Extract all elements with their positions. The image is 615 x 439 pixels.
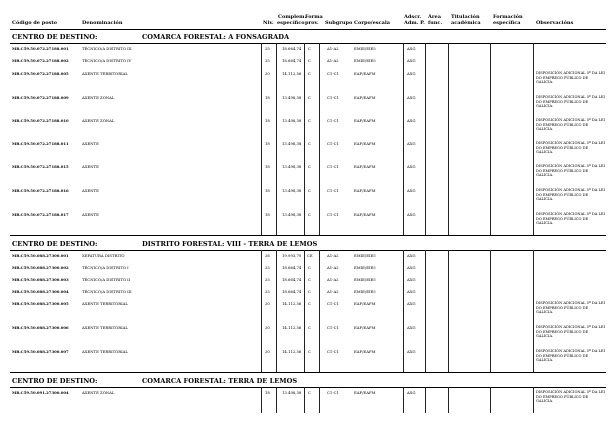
cell-corpo: EMIE/EIE5 (354, 46, 376, 51)
cell-comp: 18.664,74 (282, 289, 302, 294)
cell-corpo: EAF/EAFM (354, 390, 376, 395)
column-rule (304, 43, 305, 235)
cell-sub: C1-C1 (327, 164, 339, 169)
cell-denom: AXENTE TERRITORIAL (82, 349, 128, 354)
cell-niv: 18 (265, 164, 270, 169)
column-rule (533, 250, 534, 372)
cell-forma: C (308, 212, 311, 217)
cell-corpo: EAF/EAFM (354, 212, 376, 217)
cell-adsc: AXG (407, 325, 416, 330)
cell-denom: AXENTE (82, 141, 99, 146)
cell-denom: AXENTE TERRITORIAL (82, 71, 128, 76)
cell-sub: A1-A2 (327, 289, 339, 294)
cell-adsc: AXG (407, 95, 416, 100)
cell-obs: DISPOSICIÓN ADICIONAL 5ª DA LEI DO EMPREGO PÚBLICO DE GALICIA. (536, 349, 605, 363)
cell-comp: 19.993,70 (282, 253, 302, 258)
cell-sub: C1-C1 (327, 118, 339, 123)
cell-niv: 25 (265, 58, 270, 63)
cell-niv: 18 (265, 188, 270, 193)
cell-forma: C (308, 46, 311, 51)
cell-sub: C1-C1 (327, 301, 339, 306)
section-label: CENTRO DE DESTINO: (12, 33, 98, 41)
column-rule (403, 250, 404, 372)
cell-denom: AXENTE (82, 212, 99, 217)
cell-corpo: EMIE/EIE5 (354, 277, 376, 282)
cell-niv: 18 (265, 390, 270, 395)
cell-comp: 13.498,38 (282, 118, 302, 123)
section-label: CENTRO DE DESTINO: (12, 377, 98, 385)
header-nivel: Niv. (263, 20, 274, 26)
header-subgrupo: Subgrupo (325, 20, 353, 26)
header-forma-2: prov. (305, 20, 319, 26)
column-rule (276, 250, 277, 372)
cell-forma: C (308, 95, 311, 100)
cell-niv: 18 (265, 212, 270, 217)
column-rule (490, 43, 491, 235)
section-name: COMARCA FORESTAL: A FONSAGRADA (142, 33, 290, 41)
cell-comp: 13.498,38 (282, 188, 302, 193)
column-rule (261, 387, 262, 413)
column-rule (261, 250, 262, 372)
column-rule (261, 43, 262, 235)
cell-niv: 20 (265, 349, 270, 354)
header-codigo: Código de posto (12, 20, 57, 26)
cell-adsc: AXG (407, 301, 416, 306)
column-rule (319, 250, 320, 372)
cell-code: MR.C59.50.072.27188.001 (12, 46, 69, 51)
cell-niv: 20 (265, 71, 270, 76)
cell-obs: DISPOSICIÓN ADICIONAL 5ª DA LEI DO EMPREGO PÚBLICO DE GALICIA. (536, 188, 605, 202)
column-rule (448, 250, 449, 372)
cell-code: MR.C59.50.072.27188.005 (12, 71, 69, 76)
cell-denom: TÉCNICO/A DISTRITO I (82, 265, 129, 270)
cell-niv: 25 (265, 46, 270, 51)
cell-comp: 14.112,56 (282, 301, 302, 306)
section-rule (10, 43, 606, 44)
cell-comp: 14.112,56 (282, 71, 302, 76)
column-rule (304, 250, 305, 372)
column-rule (425, 387, 426, 413)
cell-forma: C (308, 349, 311, 354)
cell-comp: 18.664,74 (282, 277, 302, 282)
cell-niv: 25 (265, 277, 270, 282)
column-rule (276, 43, 277, 235)
cell-adsc: AXG (407, 212, 416, 217)
header-observacions: Observacións (536, 20, 574, 26)
column-rule (425, 43, 426, 235)
section-rule (10, 387, 606, 388)
cell-code: MR.C59.50.088.27300.005 (12, 301, 69, 306)
cell-denom: AXENTE ZONAL (82, 95, 115, 100)
cell-niv: 25 (265, 289, 270, 294)
cell-corpo: EAF/EAFM (354, 95, 376, 100)
column-rule (319, 43, 320, 235)
cell-obs: DISPOSICIÓN ADICIONAL 5ª DA LEI DO EMPREGO PÚBLICO DE GALICIA. (536, 118, 605, 132)
cell-obs: DISPOSICIÓN ADICIONAL 5ª DA LEI DO EMPREGO PÚBLICO DE GALICIA. (536, 71, 605, 85)
cell-comp: 14.112,56 (282, 325, 302, 330)
cell-code: MR.C59.50.072.27188.017 (12, 212, 69, 217)
cell-forma: C (308, 58, 311, 63)
cell-forma: C (308, 164, 311, 169)
section-end-rule (10, 235, 606, 236)
header-adscricion-1: Adscr. (404, 14, 422, 20)
column-rule (403, 43, 404, 235)
cell-adsc: AXG (407, 349, 416, 354)
cell-obs: DISPOSICIÓN ADICIONAL 5ª DA LEI DO EMPREGO PÚBLICO DE GALICIA. (536, 95, 605, 109)
cell-comp: 13.498,38 (282, 212, 302, 217)
header-corpo: Corpo/escala (354, 20, 391, 26)
cell-code: MR.C59.50.072.27188.011 (12, 141, 69, 146)
cell-comp: 13.498,38 (282, 95, 302, 100)
cell-code: MR.C59.50.088.27300.001 (12, 253, 69, 258)
cell-corpo: EAF/EAFM (354, 301, 376, 306)
cell-adsc: AXG (407, 71, 416, 76)
cell-corpo: EAF/EAFM (354, 349, 376, 354)
cell-forma: C (308, 141, 311, 146)
cell-code: MR.C59.50.088.27300.006 (12, 325, 69, 330)
cell-denom: AXENTE (82, 188, 99, 193)
cell-niv: 18 (265, 118, 270, 123)
cell-code: MR.C59.50.088.27300.007 (12, 349, 69, 354)
cell-sub: A1-A2 (327, 46, 339, 51)
cell-comp: 18.664,74 (282, 265, 302, 270)
cell-sub: C1-C1 (327, 71, 339, 76)
column-rule (448, 387, 449, 413)
cell-obs: DISPOSICIÓN ADICIONAL 5ª DA LEI DO EMPREGO PÚBLICO DE GALICIA. (536, 301, 605, 315)
column-rule (319, 387, 320, 413)
column-rule (276, 387, 277, 413)
cell-adsc: AXG (407, 289, 416, 294)
cell-sub: A1-A2 (327, 58, 339, 63)
cell-comp: 18.664,74 (282, 58, 302, 63)
cell-denom: AXENTE ZONAL (82, 390, 115, 395)
cell-comp: 13.498,38 (282, 164, 302, 169)
header-area-2: func. (428, 20, 443, 26)
cell-comp: 13.498,38 (282, 141, 302, 146)
cell-forma: C (308, 188, 311, 193)
cell-forma: C (308, 325, 311, 330)
cell-forma: C (308, 289, 311, 294)
cell-comp: 14.112,56 (282, 349, 302, 354)
cell-sub: A1-A2 (327, 253, 339, 258)
column-rule (403, 387, 404, 413)
cell-code: MR.C59.50.072.27188.016 (12, 188, 69, 193)
cell-niv: 20 (265, 325, 270, 330)
cell-comp: 13.498,38 (282, 390, 302, 395)
cell-code: MR.C59.50.088.27300.003 (12, 277, 69, 282)
cell-sub: C1-C1 (327, 141, 339, 146)
header-denominacion: Denominación (82, 20, 123, 26)
cell-adsc: AXG (407, 277, 416, 282)
cell-denom: AXENTE ZONAL (82, 118, 115, 123)
cell-sub: C1-C1 (327, 188, 339, 193)
cell-corpo: EAF/EAFM (354, 141, 376, 146)
cell-denom: TÉCNICO/A DISTRITO III (82, 289, 132, 294)
cell-sub: C1-C1 (327, 325, 339, 330)
cell-niv: 18 (265, 95, 270, 100)
cell-corpo: EMIE/EIE5 (354, 265, 376, 270)
header-formacion-1: Formación (493, 14, 523, 20)
cell-forma: C (308, 277, 311, 282)
cell-adsc: AXG (407, 118, 416, 123)
cell-adsc: AXG (407, 265, 416, 270)
cell-sub: A1-A2 (327, 277, 339, 282)
cell-obs: DISPOSICIÓN ADICIONAL 5ª DA LEI DO EMPREGO PÚBLICO DE GALICIA. (536, 164, 605, 178)
section-label: CENTRO DE DESTINO: (12, 240, 98, 248)
cell-obs: DISPOSICIÓN ADICIONAL 5ª DA LEI DO EMPREGO PÚBLICO DE GALICIA. (536, 141, 605, 155)
column-rule (425, 250, 426, 372)
cell-forma: C (308, 118, 311, 123)
header-complemento-2: específico (277, 20, 305, 26)
cell-sub: C1-C1 (327, 95, 339, 100)
cell-forma: C (308, 301, 311, 306)
cell-adsc: AXG (407, 188, 416, 193)
header-complemento-1: Complem. (278, 14, 307, 20)
cell-denom: AXENTE TERRITORIAL (82, 301, 128, 306)
cell-forma: C (308, 71, 311, 76)
cell-corpo: EAF/EAFM (354, 71, 376, 76)
cell-code: MR.C59.50.072.27188.002 (12, 58, 69, 63)
cell-corpo: EAF/EAFM (354, 325, 376, 330)
column-rule (490, 250, 491, 372)
cell-code: MR.C59.50.091.27300.004 (12, 390, 69, 395)
section-rule (10, 250, 606, 251)
cell-sub: C1-C1 (327, 212, 339, 217)
cell-corpo: EMIE/EIE5 (354, 253, 376, 258)
cell-sub: A1-A2 (327, 265, 339, 270)
cell-denom: AXENTE TERRITORIAL (82, 325, 128, 330)
cell-forma: C (308, 265, 311, 270)
cell-adsc: AXG (407, 46, 416, 51)
header-titulacion-2: académica (451, 20, 481, 26)
cell-niv: 20 (265, 301, 270, 306)
cell-corpo: EMIE/EIE5 (354, 58, 376, 63)
cell-adsc: AXG (407, 253, 416, 258)
cell-sub: C1-C1 (327, 390, 339, 395)
cell-obs: DISPOSICIÓN ADICIONAL 5ª DA LEI DO EMPREGO PÚBLICO DE GALICIA. (536, 390, 605, 404)
cell-corpo: EAF/EAFM (354, 188, 376, 193)
cell-obs: DISPOSICIÓN ADICIONAL 5ª DA LEI DO EMPREGO PÚBLICO DE GALICIA. (536, 325, 605, 339)
cell-denom: AXENTE (82, 164, 99, 169)
column-rule (490, 387, 491, 413)
cell-niv: 18 (265, 141, 270, 146)
cell-code: MR.C59.50.088.27300.004 (12, 289, 69, 294)
cell-adsc: AXG (407, 141, 416, 146)
section-end-rule (10, 372, 606, 373)
header-forma-1: Forma (305, 14, 323, 20)
cell-denom: TÉCNICO/A DISTRITO III (82, 46, 132, 51)
cell-corpo: EAF/EAFM (354, 118, 376, 123)
header-formacion-2: específica (493, 20, 521, 26)
cell-corpo: EMIE/EIE5 (354, 289, 376, 294)
header-rule (10, 29, 606, 30)
header-titulacion-1: Titulación (451, 14, 480, 20)
cell-niv: 25 (265, 265, 270, 270)
cell-denom: TÉCNICO/A DISTRITO IV (82, 58, 132, 63)
cell-denom: TÉCNICO/A DISTRITO II (82, 277, 131, 282)
cell-code: MR.C59.50.072.27188.009 (12, 95, 69, 100)
cell-code: MR.C59.50.072.27188.010 (12, 118, 69, 123)
cell-adsc: AXG (407, 58, 416, 63)
section-name: COMARCA FORESTAL: TERRA DE LEMOS (142, 377, 298, 385)
cell-forma: C (308, 390, 311, 395)
column-rule (533, 387, 534, 413)
cell-niv: 26 (265, 253, 270, 258)
cell-obs: DISPOSICIÓN ADICIONAL 5ª DA LEI DO EMPREGO PÚBLICO DE GALICIA. (536, 212, 605, 226)
column-rule (448, 43, 449, 235)
column-rule (533, 43, 534, 235)
column-rule (304, 387, 305, 413)
header-area-1: Área (428, 14, 441, 20)
cell-forma: CE (307, 253, 313, 258)
cell-code: MR.C59.50.088.27300.002 (12, 265, 69, 270)
cell-code: MR.C59.50.072.27188.015 (12, 164, 69, 169)
cell-adsc: AXG (407, 390, 416, 395)
cell-denom: XEFATURA DISTRITO (82, 253, 125, 258)
cell-corpo: EAF/EAFM (354, 164, 376, 169)
cell-adsc: AXG (407, 164, 416, 169)
section-name: DISTRITO FORESTAL: VIII - TERRA DE LEMOS (142, 240, 318, 248)
header-adscricion-2: Adm. P. (404, 20, 425, 26)
cell-sub: C1-C1 (327, 349, 339, 354)
cell-comp: 18.664,74 (282, 46, 302, 51)
